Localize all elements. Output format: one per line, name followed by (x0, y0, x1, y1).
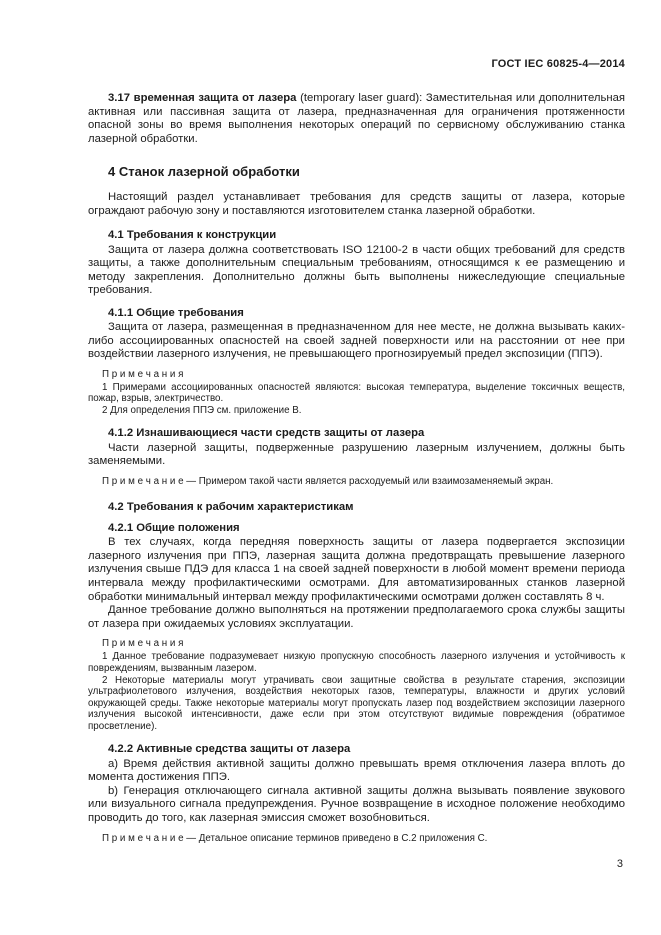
para-4-1-2: Части лазерной защиты, подверженные разрушению лазерным излучением, должны быть заменяемыми. (88, 441, 625, 468)
section-4-1-2-heading: 4.1.2 Изнашивающиеся части средств защиты от лазера (108, 426, 425, 439)
note-3-2: 2 Некоторые материалы могут утрачивать свои защитные свойства в результате старения, экспозиции ультрафиолетового излучения, воздействия некоторых газов, температуры, влажности и других условий окружающей среды. Также некоторые материалы могут пропускать лазер под воздействием экспозиции лазерного излучения высокой интенсивности, даже если при этом отсутствуют видимые повреждения (обратимое просветление). (88, 674, 625, 732)
para-4-2-1-a: В тех случаях, когда передняя поверхность защиты от лазера подвергается экспозиции лазерного излучения при ППЭ, лазерная защита должна предотвращать превышение лазерного излучения свыше ПДЭ для класса 1 на своей задней поверхности в любой момент времени периода интервала между профилактическими осмотрами. Для автоматизированных станков лазерной обработки минимальный интервал между профилактическими осмотрами должен составлять 8 ч. (88, 536, 625, 603)
section-4-2-1-heading: 4.2.1 Общие положения (108, 522, 240, 535)
doc-code-header: ГОСТ IEC 60825-4—2014 (491, 58, 625, 70)
section-4-2-2-heading: 4.2.2 Активные средства защиты от лазера (108, 742, 351, 755)
section-4-1-1-heading: 4.1.1 Общие требования (108, 306, 244, 319)
note-3-1: 1 Данное требование подразумевает низкую пропускную способность лазерного излучения и устойчивость к повреждениям, вызванным лазером. (88, 651, 625, 675)
section-4-1-heading: 4.1 Требования к конструкции (108, 228, 277, 241)
para-4-2-2-b: b) Генерация отключающего сигнала активной защиты должна вызывать появление звукового или визуального сигнала предупреждения. Ручное возвращение в исходное положение необходимо проводить до того, как лазерная эмиссия сможет возобновиться. (88, 784, 625, 824)
para-section-4-intro: Настоящий раздел устанавливает требования для средств защиты от лазера, которые ограждают рабочую зону и поставляются изготовителем станка лазерной обработки. (88, 191, 625, 217)
term-3-17-label: 3.17 временная защита от лазера (108, 92, 297, 104)
note-1-2: 2 Для определения ППЭ см. приложение B. (102, 404, 302, 416)
notes-label-3: П р и м е ч а н и я (102, 638, 184, 650)
page-number: 3 (616, 858, 623, 870)
section-4-2-heading: 4.2 Требования к рабочим характеристикам (108, 501, 354, 514)
para-4-2-1-b: Данное требование должно выполняться на протяжении предполагаемого срока службы защиты от лазера при ожидаемых условиях эксплуатации. (88, 604, 625, 630)
para-4-2-2-a: a) Время действия активной защиты должно превышать время отключения лазера вплоть до момента достижения ППЭ. (88, 757, 625, 784)
term-3-17-definition: (temporary laser guard): Заместительная или дополнительная активная или пассивная защита от лазера, предназначенная для ограничения протяженности опасной зоны во время выполнения некоторых операций по сервисному обслуживанию станка лазерной обработки. (88, 92, 626, 145)
para-4-1: Защита от лазера должна соответствовать ISO 12100-2 в части общих требований для средств защиты, а также дополнительным специальным требованиям, относящимся к ее размещению и методу закрепления. Дополнительно должны быть выполнены нижеследующие специальные требования. (88, 243, 625, 297)
note-2: П р и м е ч а н и е — Примером такой части является расходуемый или взаимозаменяемый экран. (102, 475, 554, 487)
section-4-heading: 4 Станок лазерной обработки (108, 164, 300, 180)
para-4-1-1: Защита от лазера, размещенная в предназначенном для нее месте, не должна вызывать каких-либо ассоциированных опасностей на своей задней поверхности или на расстоянии от нее при воздействии лазерного излучения, не превышающего прогнозируемый предел экспозиции (ППЭ). (88, 320, 625, 361)
notes-label-1: П р и м е ч а н и я (102, 368, 184, 380)
para-term-3-17 (88, 92, 625, 146)
note-4: П р и м е ч а н и е — Детальное описание терминов приведено в C.2 приложения C. (102, 832, 488, 844)
note-1-1: 1 Примерами ассоциированных опасностей являются: высокая температура, выделение токсичных веществ, пожар, взрыв, электричество. (88, 381, 625, 405)
